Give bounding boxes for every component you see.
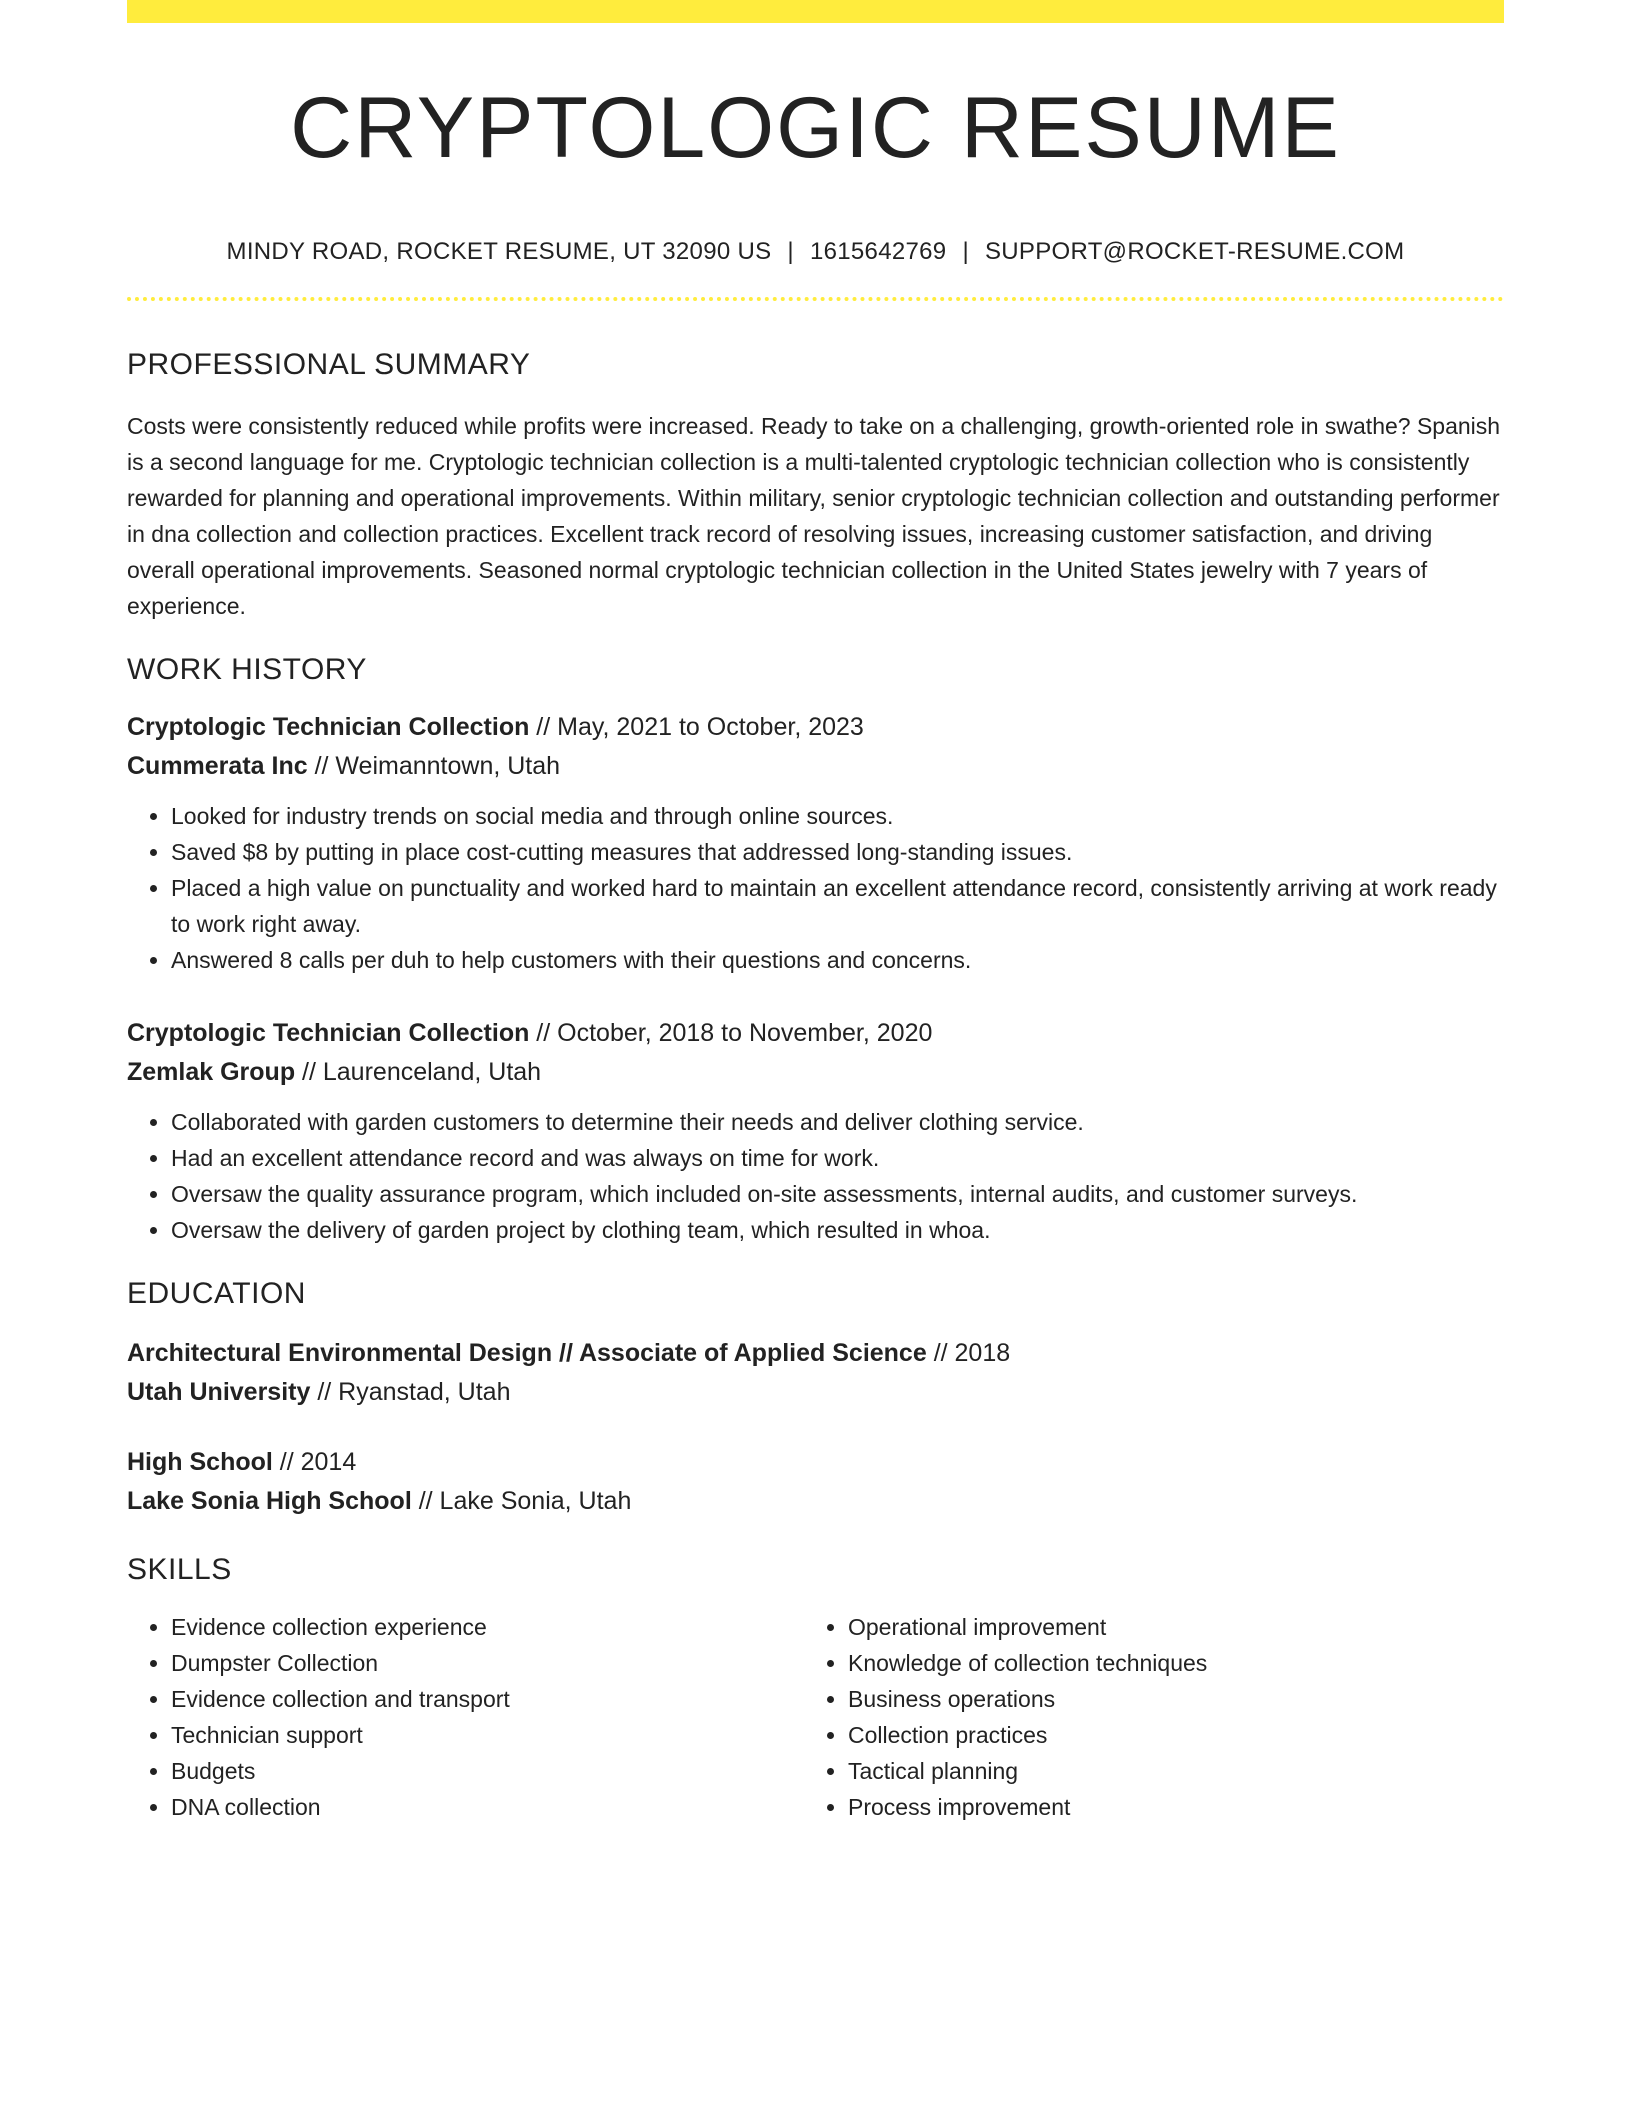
- resume-title: CRYPTOLOGIC RESUME: [290, 80, 1341, 176]
- summary-text: Costs were consistently reduced while profits were increased. Ready to take on a challenging, growth-oriented role in swathe? Spanish is a second language for me. Cryptologic technician collection is a multi-talented cryptologic technician collection who is consistently rewarded for planning and operational improvements. Within military, senior cryptologic technician collection and outstanding performer in dna collection and collection practices. Excellent track record of resolving issues, increasing customer satisfaction, and driving overall operational improvements. Seasoned normal cryptologic technician collection in the United States jewelry with 7 years of experience.: [127, 413, 1501, 619]
- list-item: • Tactical planning: [848, 1753, 1448, 1789]
- list-item: • Evidence collection and transport: [171, 1681, 804, 1717]
- list-item: • Process improvement: [848, 1789, 1448, 1825]
- job-company-line: [127, 1053, 1504, 1092]
- list-item: • Had an excellent attendance record and was always on time for work.: [171, 1140, 1504, 1176]
- summary-heading: PROFESSIONAL SUMMARY: [127, 348, 531, 381]
- list-item: • Operational improvement: [848, 1609, 1448, 1645]
- contact-email: SUPPORT@ROCKET-RESUME.COM: [984, 238, 1405, 265]
- education-entry: [127, 1443, 1504, 1521]
- contact-separator: |: [787, 238, 794, 265]
- education-location: // Ryanstad, Utah: [310, 1378, 511, 1406]
- contact-separator: |: [962, 238, 969, 265]
- resume-page: [127, 0, 1504, 1825]
- education-location: // Lake Sonia, Utah: [411, 1487, 632, 1515]
- contact-line: [127, 238, 1504, 266]
- list-item: • Looked for industry trends on social media and through online sources.: [171, 798, 1504, 834]
- job-company-line: [127, 747, 1504, 786]
- list-item: • Answered 8 calls per duh to help customers with their questions and concerns.: [171, 942, 1504, 978]
- job-position: Cryptologic Technician Collection: [127, 1019, 530, 1047]
- list-item: • Collection practices: [848, 1717, 1448, 1753]
- list-item: • Business operations: [848, 1681, 1448, 1717]
- education-school: Utah University: [127, 1378, 311, 1406]
- list-item: • Saved $8 by putting in place cost-cutting measures that addressed long-standing issues.: [171, 834, 1504, 870]
- job-dates: // May, 2021 to October, 2023: [529, 713, 864, 741]
- job-position-line: [127, 708, 1504, 747]
- list-item: • Budgets: [171, 1753, 804, 1789]
- list-item: • Evidence collection experience: [171, 1609, 804, 1645]
- job-company: Cummerata Inc: [127, 752, 308, 780]
- list-item: • Technician support: [171, 1717, 804, 1753]
- list-item: • Oversaw the quality assurance program, which included on-site assessments, internal audits, and customer surveys.: [171, 1176, 1504, 1212]
- job-dates: // October, 2018 to November, 2020: [529, 1019, 933, 1047]
- job-location: // Weimanntown, Utah: [307, 752, 561, 780]
- top-accent-bar: [127, 0, 1504, 23]
- header-divider: [127, 297, 1504, 301]
- job-entry: [127, 1014, 1504, 1248]
- work-history-heading: WORK HISTORY: [127, 653, 367, 686]
- list-item: • Knowledge of collection techniques: [848, 1645, 1448, 1681]
- list-item: • Dumpster Collection: [171, 1645, 804, 1681]
- job-bullets: [127, 1104, 1504, 1248]
- education-entry: [127, 1334, 1504, 1412]
- education-degree-line: [127, 1334, 1504, 1373]
- list-item: • Placed a high value on punctuality and worked hard to maintain an excellent attendance record, consistently arriving at work ready to work right away.: [171, 870, 1504, 942]
- education-degree: Architectural Environmental Design // Associate of Applied Science: [127, 1339, 927, 1367]
- job-position: Cryptologic Technician Collection: [127, 713, 530, 741]
- skills-grid: [127, 1609, 1504, 1825]
- skills-section: [127, 1555, 1504, 1825]
- job-position-line: [127, 1014, 1504, 1053]
- skills-list-left: [127, 1609, 804, 1825]
- summary-section: [127, 350, 1504, 624]
- job-bullets: [127, 798, 1504, 978]
- contact-address: MINDY ROAD, ROCKET RESUME, UT 32090 US: [226, 238, 772, 265]
- education-school-line: [127, 1373, 1504, 1412]
- list-item: • Oversaw the delivery of garden project by clothing team, which resulted in whoa.: [171, 1212, 1504, 1248]
- work-history-section: [127, 655, 1504, 1248]
- job-location: // Laurenceland, Utah: [295, 1058, 542, 1086]
- education-year: // 2014: [272, 1448, 357, 1476]
- list-item: • Collaborated with garden customers to determine their needs and deliver clothing service.: [171, 1104, 1504, 1140]
- education-section: [127, 1279, 1504, 1521]
- skills-list-right: [804, 1609, 1448, 1825]
- education-school: Lake Sonia High School: [127, 1487, 412, 1515]
- job-entry: [127, 708, 1504, 978]
- education-heading: EDUCATION: [127, 1277, 306, 1310]
- education-school-line: [127, 1482, 1504, 1521]
- education-year: // 2018: [926, 1339, 1011, 1367]
- job-company: Zemlak Group: [127, 1058, 296, 1086]
- education-degree: High School: [127, 1448, 273, 1476]
- education-degree-line: [127, 1443, 1504, 1482]
- contact-phone: 1615642769: [809, 238, 947, 265]
- skills-heading: SKILLS: [127, 1553, 232, 1586]
- list-item: • DNA collection: [171, 1789, 804, 1825]
